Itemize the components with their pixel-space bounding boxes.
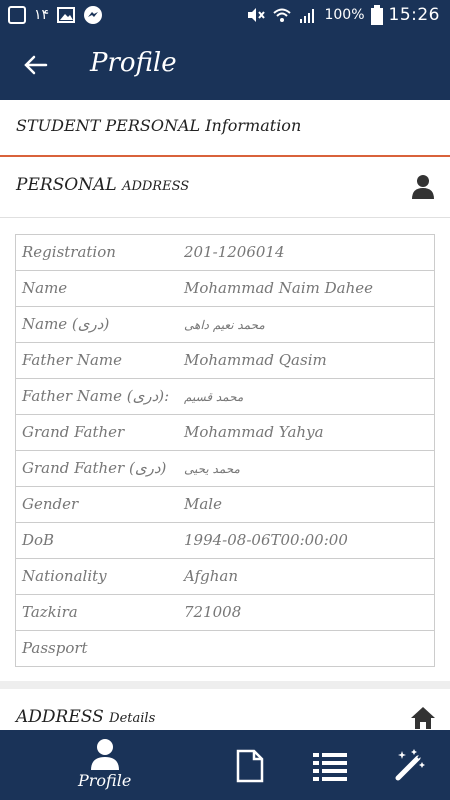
status-left: [8, 5, 103, 25]
row-label: Grand Father: [22, 423, 125, 441]
row-value: محمد یحیی: [184, 462, 240, 476]
personal-card: [0, 157, 450, 681]
table-row: [16, 523, 434, 559]
row-value: 1994-08-06T00:00:00: [184, 531, 348, 549]
table-row: [16, 595, 434, 631]
row-label: Registration: [22, 243, 116, 261]
notification-count: ۱۴: [34, 7, 50, 23]
app-notification-icon: [8, 6, 26, 24]
row-value: Mohammad Yahya: [184, 423, 324, 441]
battery-icon: [371, 5, 383, 25]
signal-icon: [298, 6, 318, 24]
nav-list[interactable]: [312, 730, 348, 800]
nav-profile-label: Profile: [78, 771, 132, 790]
section-header: [0, 100, 450, 157]
user-icon: [410, 173, 436, 199]
table-row: [16, 379, 434, 415]
wifi-icon: [272, 6, 292, 24]
status-bar: [0, 0, 450, 30]
image-icon: [57, 6, 75, 24]
nav-magic-wand[interactable]: [393, 730, 429, 800]
row-value: Mohammad Naim Dahee: [184, 279, 373, 297]
address-title-sub: Details: [109, 711, 156, 726]
profile-content[interactable]: [0, 100, 450, 730]
status-right: [246, 5, 440, 25]
row-label: Name (دری): [22, 315, 110, 333]
row-label: Grand Father (دری): [22, 459, 167, 477]
row-label: Passport: [22, 639, 88, 657]
document-icon: [235, 749, 265, 783]
personal-card-header: [0, 157, 450, 218]
row-label: Tazkira: [22, 603, 78, 621]
table-row: [16, 271, 434, 307]
personal-title-main: PERSONAL: [16, 175, 117, 195]
app-bar: [0, 30, 450, 100]
address-card: [0, 689, 450, 730]
table-row: [16, 235, 434, 271]
table-row: [16, 631, 434, 666]
address-title-main: ADDRESS: [16, 707, 104, 727]
bottom-navigation: [0, 730, 450, 800]
row-value: 201-1206014: [184, 243, 285, 261]
list-icon: [313, 751, 347, 781]
table-row: [16, 487, 434, 523]
row-label: Nationality: [22, 567, 107, 585]
card-gap: [0, 681, 450, 689]
battery-percent: 100%: [324, 7, 365, 23]
back-arrow-icon[interactable]: [20, 50, 50, 80]
row-value: محمد قسیم: [184, 390, 244, 404]
table-row: [16, 343, 434, 379]
personal-info-table: [15, 234, 435, 667]
mute-icon: [246, 6, 266, 24]
address-card-title: [16, 707, 155, 727]
table-row: [16, 451, 434, 487]
page-title: Profile: [90, 48, 177, 78]
row-label: DoB: [22, 531, 55, 549]
row-value: Mohammad Qasim: [184, 351, 327, 369]
row-label: Father Name (دری):: [22, 387, 170, 405]
row-label: Gender: [22, 495, 79, 513]
row-value: Male: [184, 495, 222, 513]
section-title: STUDENT PERSONAL Information: [16, 116, 302, 135]
row-value: محمد نعیم داهی: [184, 318, 265, 332]
home-icon: [410, 705, 436, 730]
table-row: [16, 559, 434, 595]
row-label: Father Name: [22, 351, 123, 369]
nav-document[interactable]: [233, 730, 267, 800]
row-value: 721008: [184, 603, 242, 621]
clock: 15:26: [388, 5, 440, 25]
messenger-icon: [83, 5, 103, 25]
personal-card-title: [16, 175, 189, 195]
personal-title-sub: ADDRESS: [122, 179, 190, 194]
row-label: Name: [22, 279, 68, 297]
profile-icon: [90, 738, 120, 770]
magic-wand-icon: [394, 748, 428, 782]
row-value: Afghan: [184, 567, 238, 585]
table-row: [16, 307, 434, 343]
table-row: [16, 415, 434, 451]
nav-profile[interactable]: [70, 730, 140, 800]
